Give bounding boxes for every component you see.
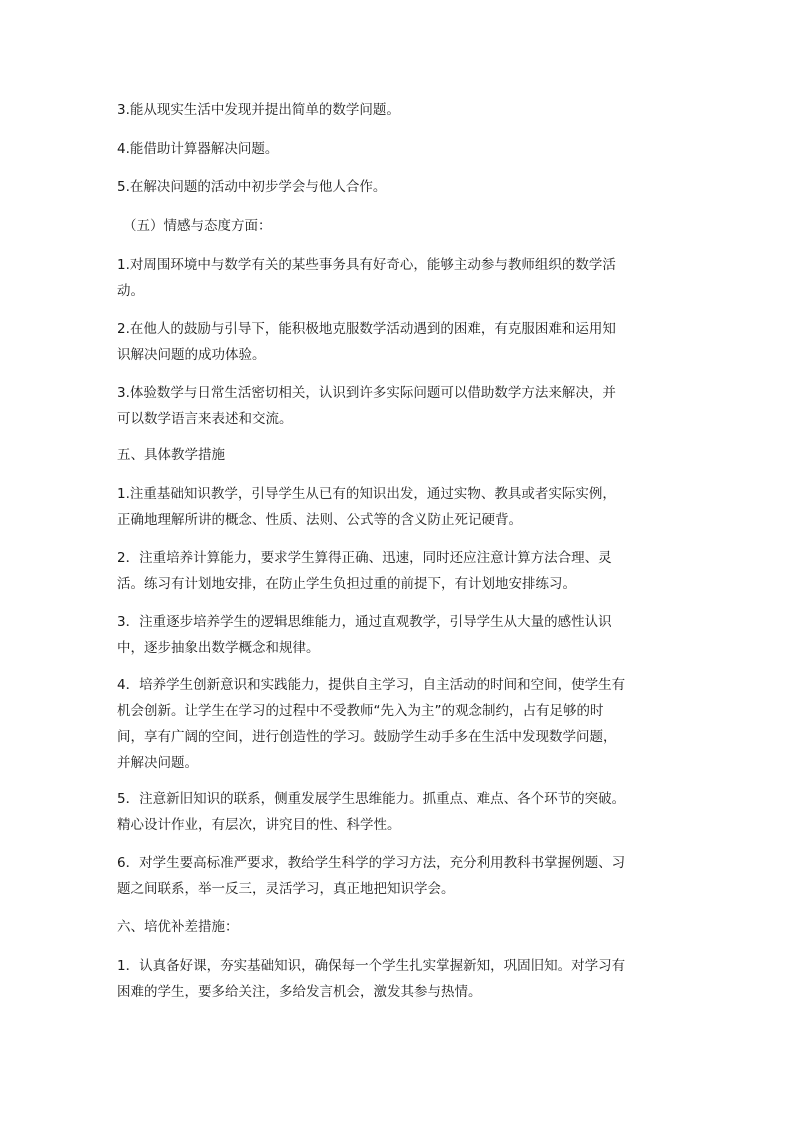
paragraph-measure-4: 4．培养学生创新意识和实践能力，提供自主学习，自主活动的时间和空间，使学生有 机会创新。让学生在学习的过程中不受教师“先入为主”的观念制约，占有足够的时 间，享有广阔的空间，进行创造性的学习。鼓励学生动手多在生活中发现数学问题， 并解决问题。: [117, 677, 626, 771]
paragraph-measure-2: 2．注重培养计算能力，要求学生算得正确、迅速，同时还应注意计算方法合理、灵 活。练习有计划地安排，在防止学生负担过重的前提下，有计划地安排练习。: [117, 550, 612, 592]
paragraph-attitude-3: 3.体验数学与日常生活密切相关，认识到许多实际问题可以借助数学方法来解决，并 可以数学语言来表述和交流。: [117, 385, 616, 427]
section-heading-attitude: （五）情感与态度方面：: [123, 218, 272, 234]
paragraph-remedial-1: 1．认真备好课，夯实基础知识，确保每一个学生扎实掌握新知，巩固旧知。对学习有 困难的学生，要多给关注，多给发言机会，激发其参与热情。: [117, 958, 626, 1000]
paragraph-measure-6: 6．对学生要高标准严要求，教给学生科学的学习方法，充分利用教科书掌握例题、习 题之间联系，举一反三，灵活学习，真正地把知识学会。: [117, 855, 626, 897]
paragraph-goal-4: 4.能借助计算器解决问题。: [117, 141, 279, 157]
section-heading-remedial: 六、培优补差措施：: [117, 919, 239, 935]
paragraph-attitude-2: 2.在他人的鼓励与引导下，能积极地克服数学活动遇到的困难，有克服困难和运用知 识解决问题的成功体验。: [117, 321, 616, 363]
section-heading-measures: 五、具体教学措施: [117, 447, 225, 463]
paragraph-measure-3: 3．注重逐步培养学生的逻辑思维能力，通过直观教学，引导学生从大量的感性认识 中，逐步抽象出数学概念和规律。: [117, 614, 612, 656]
paragraph-attitude-1: 1.对周围环境中与数学有关的某些事务具有好奇心，能够主动参与教师组织的数学活 动。: [117, 257, 616, 299]
paragraph-measure-1: 1.注重基础知识教学，引导学生从已有的知识出发，通过实物、教具或者实际实例， 正确地理解所讲的概念、性质、法则、公式等的含义防止死记硬背。: [117, 486, 616, 528]
paragraph-goal-3: 3.能从现实生活中发现并提出简单的数学问题。: [117, 102, 400, 118]
paragraph-measure-5: 5．注意新旧知识的联系，侧重发展学生思维能力。抓重点、难点、各个环节的突破。 精心设计作业，有层次，讲究目的性、科学性。: [117, 791, 626, 833]
paragraph-goal-5: 5.在解决问题的活动中初步学会与他人合作。: [117, 179, 387, 195]
